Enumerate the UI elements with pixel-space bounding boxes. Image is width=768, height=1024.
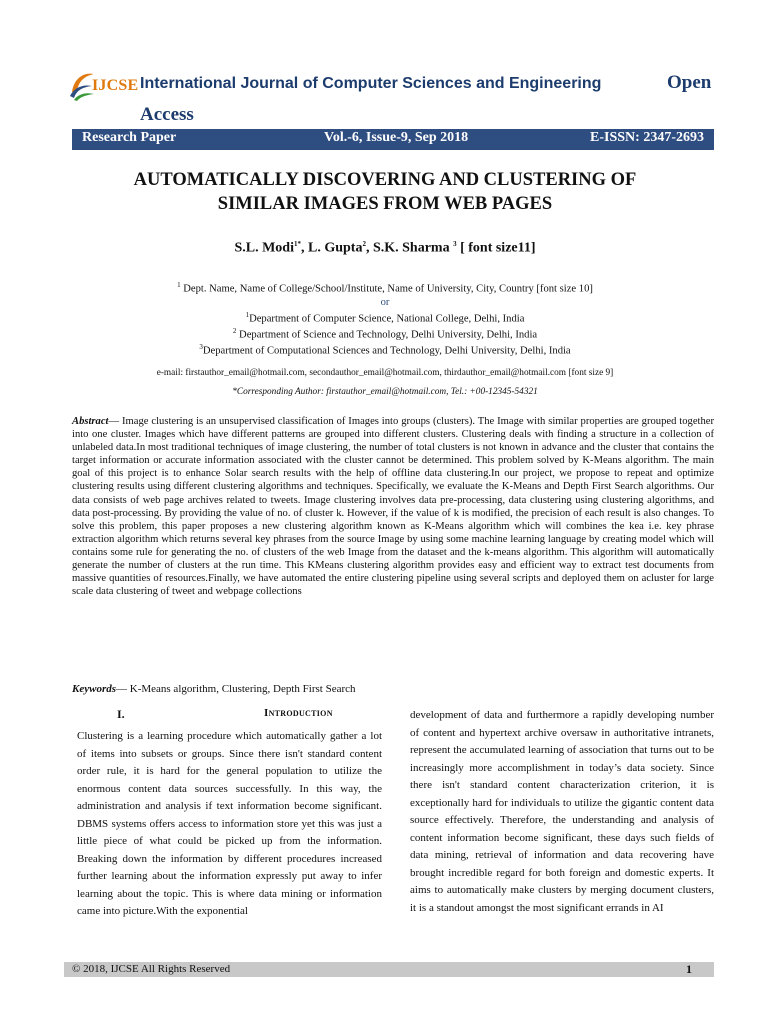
title-line-2: SIMILAR IMAGES FROM WEB PAGES — [217, 194, 553, 214]
author-2: , L. Gupta — [300, 240, 363, 256]
paper-type: Research Paper — [82, 130, 177, 145]
page-number: 1 — [686, 962, 692, 976]
author-3: , S.K. Sharma — [365, 240, 454, 256]
section-title: Introduction — [264, 707, 333, 719]
journal-logo — [68, 68, 138, 102]
author-note: [ font size11] — [456, 240, 536, 256]
paper-title — [60, 168, 710, 216]
affiliation-generic: $^1$ Dept. Name, Name of College/School/Institute, Name of University, City, Country [font size 10] — [177, 281, 593, 295]
author-emails: e-mail: firstauthor_email@hotmail.com, secondauthor_email@hotmail.com, thirdauthor_email@hotmail.com [font size 9] — [156, 368, 614, 378]
author-3-sup: 3 — [453, 240, 457, 248]
header-banner — [72, 129, 714, 150]
author-list — [60, 240, 710, 257]
author-1: S.L. Modi — [234, 240, 294, 256]
journal-name: International Journal of Computer Sciences and Engineering — [140, 75, 602, 92]
copyright: © 2018, IJCSE All Rights Reserved — [72, 963, 231, 975]
issn: E-ISSN: 2347-2693 — [590, 130, 704, 145]
keywords-text: — K-Means algorithm, Clustering, Depth First Search — [116, 683, 356, 695]
section-number: I. — [117, 707, 125, 721]
author-1-sup: 1* — [293, 240, 301, 248]
affiliation-3: $^3$Department of Computational Sciences and Technology, Delhi University, Delhi, India — [199, 343, 571, 357]
or-separator: or — [380, 297, 390, 308]
keywords — [72, 683, 714, 695]
logo-text: IJCSE — [92, 77, 139, 94]
keywords-label: Keywords — [72, 683, 116, 695]
affiliation-1: $^1$Department of Computer Science, National College, Delhi, India — [245, 311, 525, 325]
abstract: Abstract— Image clustering is an unsupervised classification of Images into groups (clusters). The Image with similar properties are grouped together into one cluster. Images which have different patterns are grouped into different clusters. Clustering deals with finding a structure in a collection of unlabeled data.In most traditional techniques of image clustering, the number of total clusters is not known in advance and the cluster that contains the target information or accurate information associated with the cluster cannot be determined. This problem solved by K-Means algorithm. The main goal of this project is to enhance Solar search results with the help of offline data clustering.In our project, we propose to repeat and optimize clustering results using different clustering algorithms and techniques. Specifically, we evaluate the K-Means and Depth First Search algorithms. Our data consists of web page archives related to tweets. Image clustering involves data pre-processing, data clustering using clustering algorithms, and data post-processing. By providing the value of no. of cluster k. However, if the value of k is modified, the precision of each result is also changes. To solve this problem, this paper proposes a new clustering algorithm known as K-Means algorithm which will combines the kea i.e. key phrase extraction algorithm which returns several key phrases from the source Image by using some machine learning language by creating model which will contains some rule for generating the no. of clusters of the web Image from the dataset and the k-means algorithm. This algorithm will automatically generate the number of clusters at the run time. This KMeans clustering algorithm provides easy and efficient way to extract test documents from massive quantities of resources.Finally, we have automated the entire clustering pipeline using several scripts and deployed them on acluster for large scale data clustering of tweet and webpage collections — [72, 416, 714, 598]
access-label: Access — [140, 104, 194, 125]
open-label: Open — [667, 72, 712, 93]
abstract-text: Image clustering is an unsupervised classification of Images into groups (clusters). The Image with similar properties are grouped together into one cluster. Images which have different patterns are grouped into different clusters. Clustering deals with finding a structure in a collection of unlabeled data.In most traditional techniques of image clustering, the number of total clusters is not known in advance and the cluster that contains the target information or accurate information associated with the cluster cannot be determined. This problem solved by K-Means algorithm. The main goal of this project is to enhance Solar search results with the help of offline data clustering.In our project, we propose to repeat and optimize clustering results using different clustering algorithms and techniques. Specifically, we evaluate the K-Means and Depth First Search algorithms. Our data consists of web page archives related to tweets. Image clustering involves data pre-processing, data clustering using clustering algorithms, and data post-processing. By providing the value of no. of cluster k. However, if the value of k is modified, the precision of each result is also changes. To solve this problem, this paper proposes a new clustering algorithm known as K-Means algorithm which will combines the kea i.e. key phrase extraction algorithm which returns several key phrases from the source Image by using some machine learning language by creating model which will contains some rule for generating the no. of clusters of the web Image from the dataset and the k-means algorithm. This algorithm will automatically generate the number of clusters at the run time. This KMeans clustering algorithm provides easy and efficient way to extract test documents from massive quantities of resources.Finally, we have automated the entire clustering pipeline using several scripts and deployed them on acluster for large scale data clustering of tweet and webpage collections — [72, 416, 714, 598]
page-footer — [64, 962, 714, 977]
intro-column-right: development of data and furthermore a rapidly developing number of content and hypertext archive oversaw in authoritative intranets, represent the accumulated learning of association that turns out to be increasingly more accomplishment in today’s data society. Since there isn't standard content characterization criterion, it is exceptionally hard for individuals to utilize the gigantic content data source effectively. Therefore, the understanding and analysis of content information become significant, these days such fields of data mining, retrieval of information and data recovering have brought incredible regard for both foreign and domestic experts. It aims to automatically make clusters by merging document clusters, it is a standout amongst the most significant errands in AI — [410, 709, 714, 914]
title-line-1: AUTOMATICALLY DISCOVERING AND CLUSTERING OF — [133, 170, 637, 190]
intro-column-left: Clustering is a learning procedure which automatically gather a lot of items into subsets or groups. Since there isn't standard content order rule, it is hard for the general population to utilize the enormous content data sources successfully. In this way, the administration and analysis if text information become significant. DBMS systems offers access to information store yet this was just a little piece of what could be picked up from the information. Breaking down the information by different procedures increased further learning about the information expressly put away to infer learning about the topic. This is where data mining or information came into picture.With the exponential — [77, 730, 382, 917]
volume-issue: Vol.-6, Issue-9, Sep 2018 — [324, 130, 469, 145]
author-2-sup: 2 — [362, 240, 366, 248]
abstract-label: Abstract — [72, 416, 109, 427]
affiliation-2: $^2$ Department of Science and Technology, Delhi University, Delhi, India — [232, 327, 538, 341]
corresponding-author: *Corresponding Author: firstauthor_email@hotmail.com, Tel.: +00-12345-54321 — [232, 387, 538, 397]
